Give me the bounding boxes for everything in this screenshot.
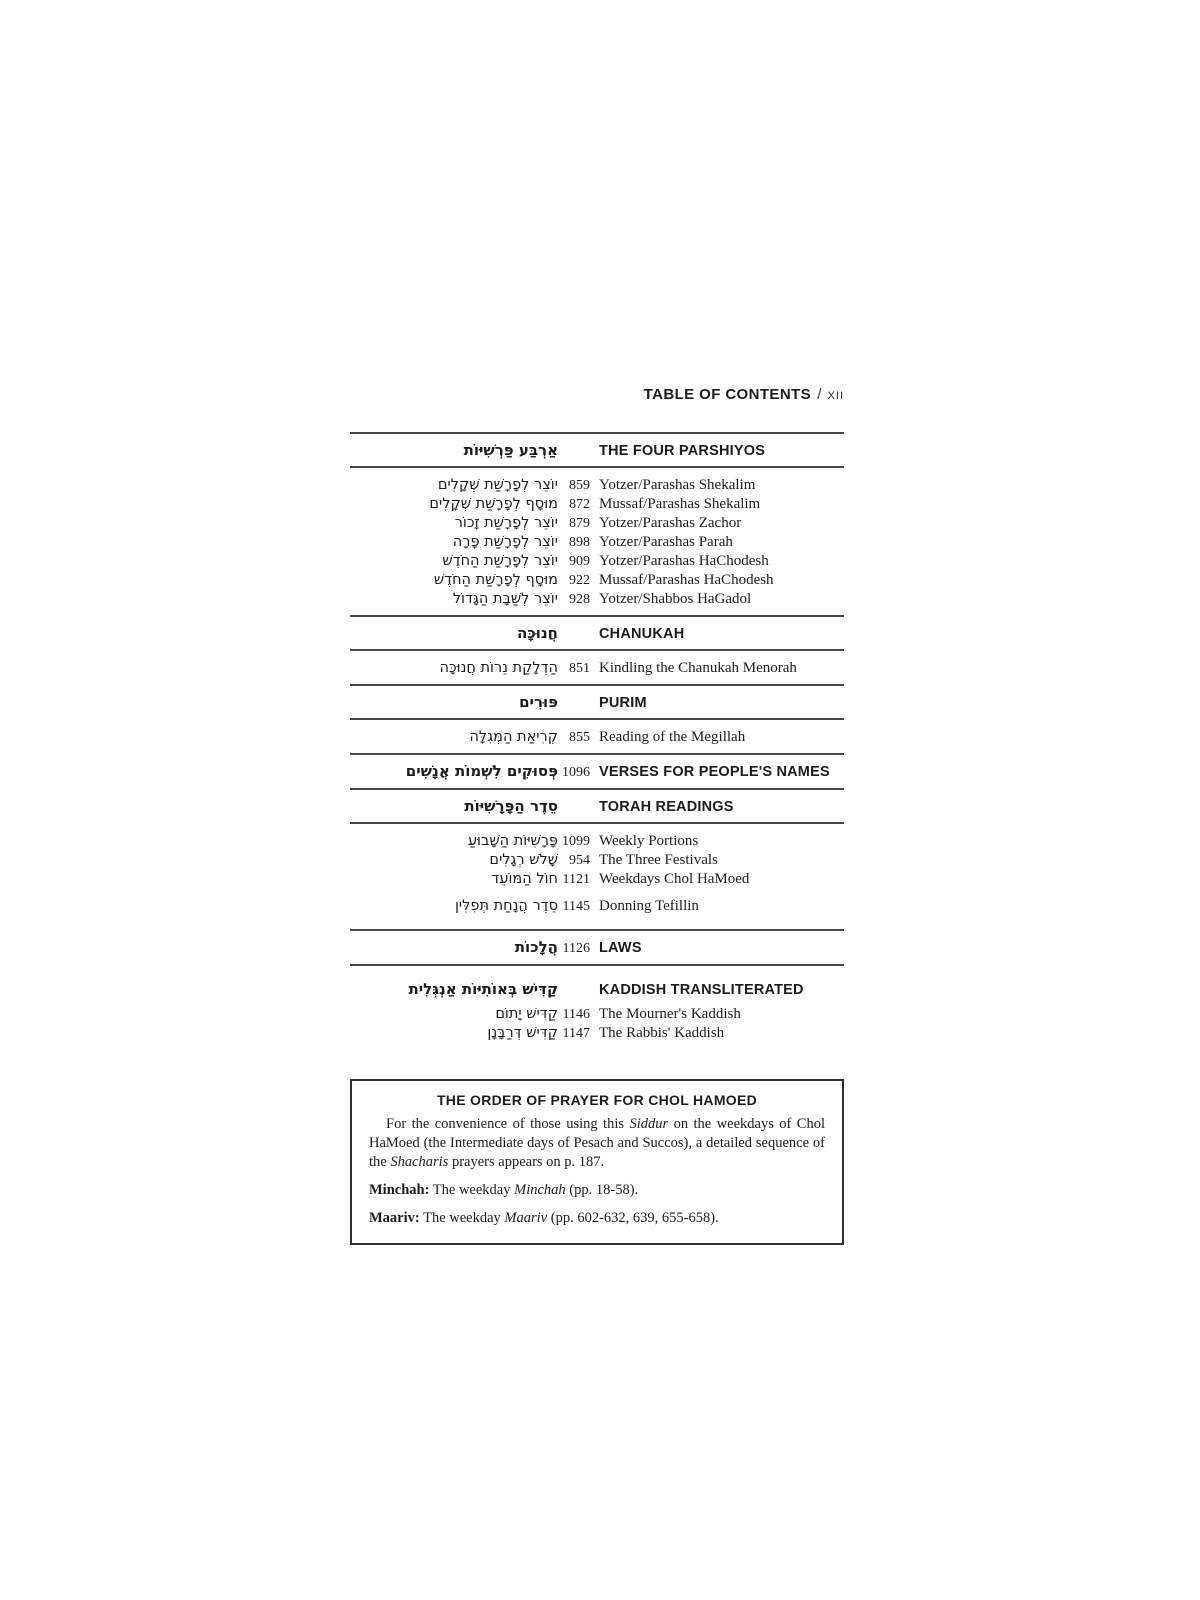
section-entries-torah-readings <box>350 824 844 929</box>
entry-english: Yotzer/Parashas HaChodesh <box>599 553 769 569</box>
maariv-label: Maariv: <box>369 1210 420 1226</box>
toc-entry <box>350 495 844 514</box>
section-hebrew-title: הֲלָכוֹת <box>514 938 558 956</box>
entry-page-number: 1146 <box>562 1007 590 1022</box>
entry-page-number: 898 <box>569 535 590 550</box>
toc-entry <box>350 571 844 590</box>
entry-hebrew: פָּרָשִׁיּוֹת הַשָּׁבוּעַ <box>467 833 558 849</box>
entry-english: Mussaf/Parashas HaChodesh <box>599 572 774 588</box>
entry-page-number: 1145 <box>562 899 590 914</box>
page-title: TABLE OF CONTENTS <box>643 386 812 403</box>
entry-english: Mussaf/Parashas Shekalim <box>599 496 761 512</box>
paragraph-text: on the weekdays of Chol HaMoed (the Intermediate days of Pesach and Succos), a detailed sequence of the <box>369 1116 825 1170</box>
toc-entry <box>350 728 844 747</box>
entry-hebrew: יוֹצֵר לְשַׁבָּת הַגָּדוֹל <box>452 591 558 607</box>
entry-english: Yotzer/Shabbos HaGadol <box>599 591 752 607</box>
entry-hebrew: יוֹצֵר לְפָרָשַׁת פָּרָה <box>452 534 558 550</box>
entry-english: Yotzer/Parashas Zachor <box>599 515 742 531</box>
entry-page-number: 909 <box>569 554 590 569</box>
paragraph-text: For the convenience of those using this <box>386 1116 630 1132</box>
minchah-italic: Minchah <box>514 1182 566 1198</box>
toc-entry <box>350 851 844 870</box>
paragraph-italic-siddur: Siddur <box>629 1116 669 1132</box>
entry-english: Yotzer/Parashas Parah <box>599 534 733 550</box>
toc-entry <box>350 1005 844 1024</box>
paragraph-italic-shacharis: Shacharis <box>390 1154 449 1170</box>
entry-english: Yotzer/Parashas Shekalim <box>599 477 756 493</box>
order-of-prayer-paragraph <box>369 1115 825 1172</box>
section-hebrew-title: פְּסוּקִים לִשְׁמוֹת אֲנָשִׁים <box>405 762 558 780</box>
entry-page-number: 928 <box>569 592 590 607</box>
entry-page-number: 859 <box>569 478 590 493</box>
entry-hebrew: סֵדֶר הֲנָחַת תְּפִלִּין <box>454 898 558 914</box>
entry-english: Weekly Portions <box>599 833 699 849</box>
section-hebrew-title: חֲנוּכָּה <box>516 624 558 642</box>
maariv-text: The weekday <box>419 1210 505 1226</box>
section-entries-purim <box>350 720 844 753</box>
section-hebrew-title: סֵדֶר הַפָּרָשִׁיּוֹת <box>464 797 558 815</box>
toc-entry <box>350 1024 844 1043</box>
section-header-torah-readings <box>350 790 844 824</box>
toc-entry <box>350 590 844 609</box>
entry-english: Kindling the Chanukah Menorah <box>599 660 797 676</box>
toc-entry <box>350 514 844 533</box>
entry-english: Weekdays Chol HaMoed <box>599 871 750 887</box>
section-entries-kaddish <box>350 998 844 1043</box>
section-hebrew-title: פּוּרִים <box>519 693 558 711</box>
section-english-title: PURIM <box>599 695 647 711</box>
section-header-laws <box>350 929 844 966</box>
section-page-number: 1126 <box>562 941 590 956</box>
page-header <box>350 386 844 403</box>
entry-page-number: 1099 <box>562 834 590 849</box>
paragraph-text: prayers appears on p. 187. <box>448 1154 605 1170</box>
entry-hebrew: יוֹצֵר לְפָרָשַׁת שְׁקָלִים <box>437 477 558 493</box>
toc-entry <box>350 870 844 889</box>
entry-page-number: 855 <box>569 730 590 745</box>
section-header-purim <box>350 684 844 720</box>
section-header-verses-for-peoples-names <box>350 753 844 790</box>
toc-entry <box>350 552 844 571</box>
entry-page-number: 1121 <box>562 872 590 887</box>
section-english-title: KADDISH TRANSLITERATED <box>599 982 804 998</box>
entry-hebrew: מוּסָף לְפָרָשַׁת הַחֹדֶשׁ <box>433 572 558 588</box>
entry-english: The Three Festivals <box>599 852 718 868</box>
entry-english: The Rabbis' Kaddish <box>599 1025 725 1041</box>
entry-hebrew: קְרִיאַת הַמְּגִלָּה <box>469 729 558 745</box>
section-page-number: 1096 <box>562 765 590 780</box>
minchah-line <box>369 1181 825 1200</box>
page-header-separator: / <box>817 386 822 403</box>
section-header-kaddish-transliterated <box>350 980 844 998</box>
entry-english: Donning Tefillin <box>599 898 699 914</box>
order-of-prayer-box <box>350 1079 844 1245</box>
entry-hebrew: מוּסָף לְפָרָשַׁת שְׁקָלִים <box>429 496 558 512</box>
entry-hebrew: הַדְלָקַת נֵרוֹת חֲנוּכָּה <box>439 660 558 676</box>
maariv-italic: Maariv <box>504 1210 548 1226</box>
entry-hebrew: יוֹצֵר לְפָרָשַׁת הַחֹדֶשׁ <box>442 553 558 569</box>
section-english-title: CHANUKAH <box>599 626 685 642</box>
maariv-pages: (pp. 602-632, 639, 655-658). <box>547 1210 719 1226</box>
entry-page-number: 954 <box>569 853 590 868</box>
section-english-title: LAWS <box>599 940 642 956</box>
section-entries-chanukah <box>350 651 844 684</box>
minchah-text: The weekday <box>429 1182 515 1198</box>
toc-entry <box>350 476 844 495</box>
section-english-title: TORAH READINGS <box>599 799 734 815</box>
toc-entry <box>350 832 844 851</box>
section-header-four-parshiyos <box>350 432 844 468</box>
section-hebrew-title: אַרְבַּע פַּרְשִׁיּוֹת <box>463 441 558 459</box>
entry-page-number: 879 <box>569 516 590 531</box>
entry-page-number: 872 <box>569 497 590 512</box>
section-entries-four-parshiyos <box>350 468 844 615</box>
entry-hebrew: יוֹצֵר לְפָרָשַׁת זָכוֹר <box>454 515 558 531</box>
section-header-chanukah <box>350 615 844 651</box>
section-english-title: VERSES FOR PEOPLE'S NAMES <box>599 764 830 780</box>
entry-hebrew: שָׁלֹשׁ רְגָלִים <box>489 852 558 868</box>
entry-page-number: 851 <box>569 661 590 676</box>
entry-hebrew: קַדִּישׁ יָתוֹם <box>495 1006 558 1022</box>
section-hebrew-title: קַדִּישׁ בְּאוֹתִיּוֹת אַנְגְּלִית <box>408 980 558 998</box>
entry-hebrew: חוֹל הַמּוֹעֵד <box>491 871 558 887</box>
order-of-prayer-box-title: THE ORDER OF PRAYER FOR CHOL HAMOED <box>436 1092 758 1108</box>
maariv-line <box>369 1209 825 1228</box>
toc-page-content <box>350 386 844 1245</box>
entry-english: The Mourner's Kaddish <box>599 1006 741 1022</box>
entry-page-number: 922 <box>569 573 590 588</box>
page-number-roman: XII <box>827 390 844 402</box>
entry-page-number: 1147 <box>562 1026 590 1041</box>
toc-entry <box>350 533 844 552</box>
section-english-title: THE FOUR PARSHIYOS <box>599 443 766 459</box>
toc-entry <box>350 659 844 678</box>
minchah-label: Minchah: <box>369 1182 430 1198</box>
entry-english: Reading of the Megillah <box>599 729 746 745</box>
toc-entry <box>350 897 844 916</box>
entry-hebrew: קַדִּישׁ דְּרַבָּנָן <box>487 1025 558 1041</box>
minchah-pages: (pp. 18-58). <box>565 1182 639 1198</box>
